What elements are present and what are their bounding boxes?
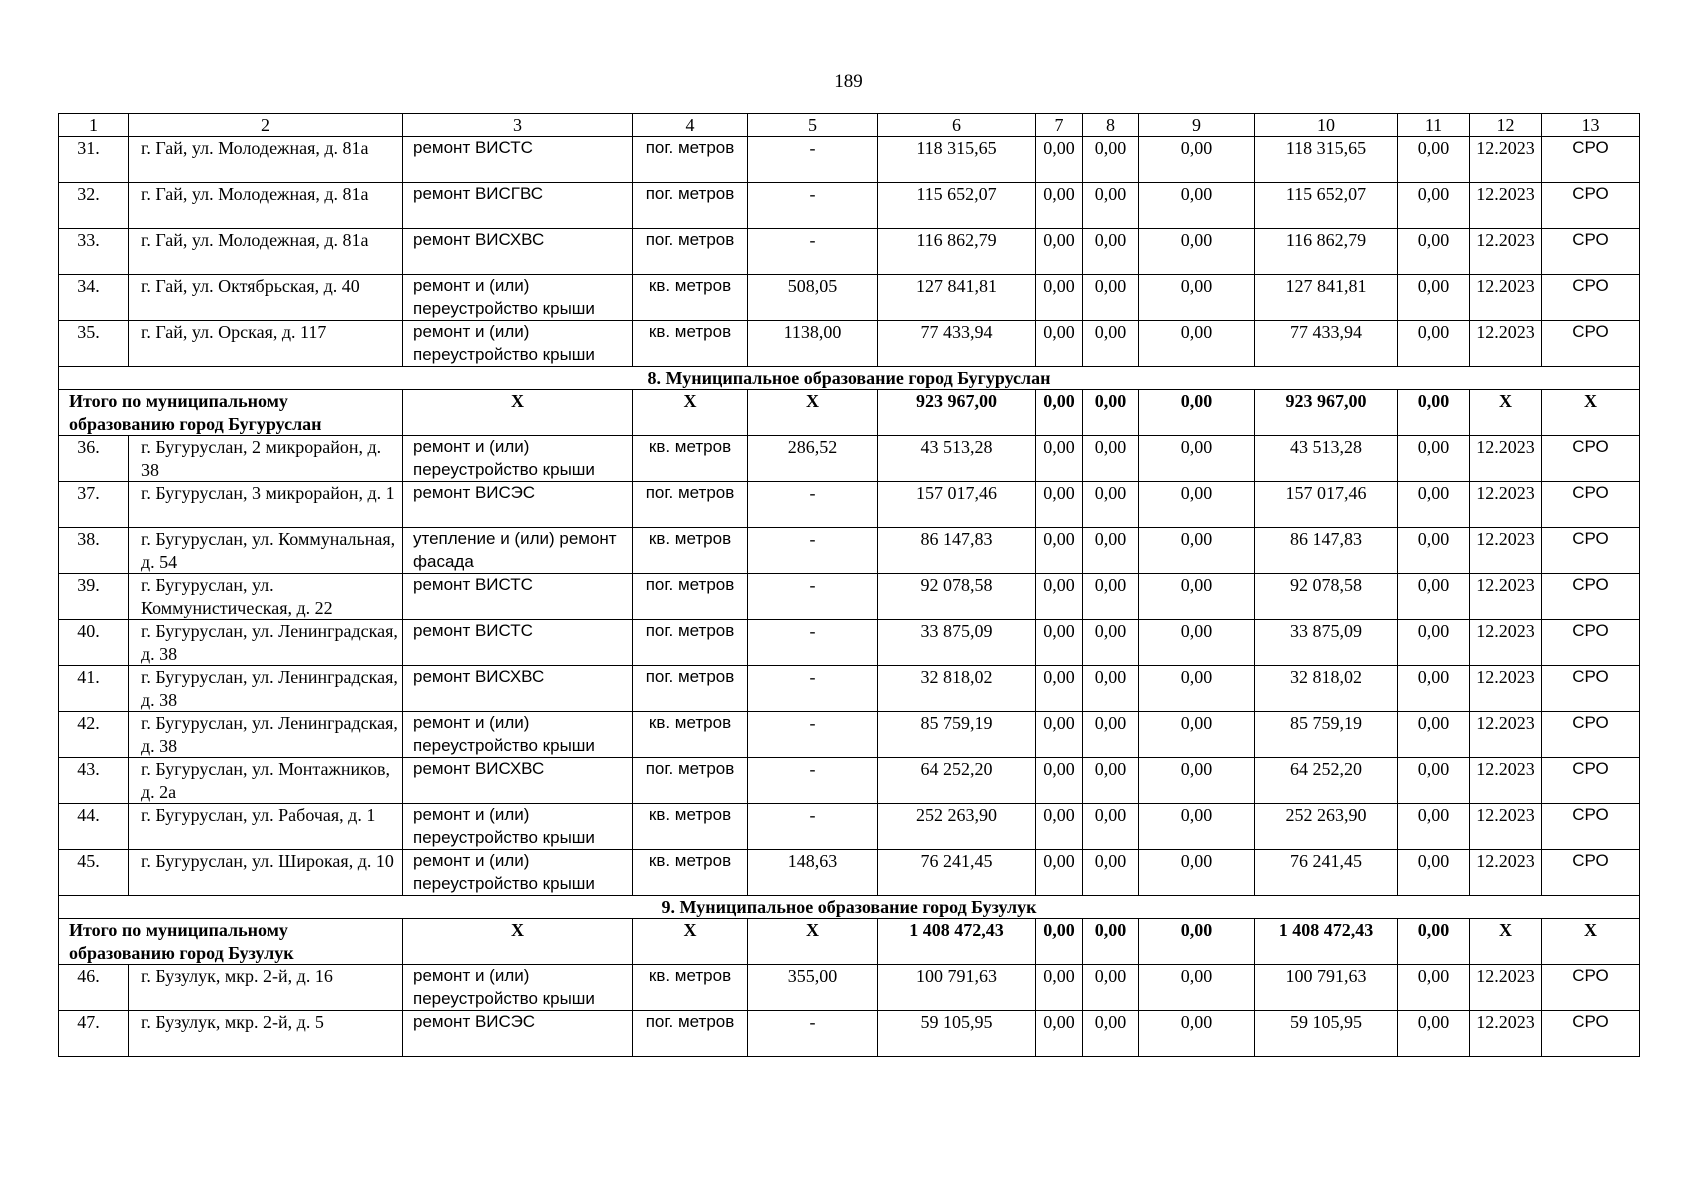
column-number: 7 — [1036, 114, 1083, 137]
total-value: 0,00 — [1036, 919, 1083, 965]
total-value: 1 408 472,43 — [1255, 919, 1398, 965]
column-number: 6 — [878, 114, 1036, 137]
fund-cell: 0,00 — [1036, 275, 1083, 321]
address-cell: г. Гай, ул. Молодежная, д. 81а — [129, 183, 403, 229]
area-cell: - — [748, 620, 878, 666]
unit-cell: кв. метров — [633, 850, 748, 896]
owners-funds-cell: 252 263,90 — [1255, 804, 1398, 850]
method-cell: СРО — [1542, 804, 1640, 850]
area-cell: 1138,00 — [748, 321, 878, 367]
column-number: 8 — [1083, 114, 1139, 137]
table-row — [59, 183, 1640, 229]
work-type-cell: ремонт ВИСГВС — [403, 183, 633, 229]
budget-cell: 0,00 — [1083, 850, 1139, 896]
column-number: 4 — [633, 114, 748, 137]
budget-cell: 0,00 — [1083, 804, 1139, 850]
total-value: 0,00 — [1139, 919, 1255, 965]
total-value: Х — [1470, 390, 1542, 436]
total-value: Х — [403, 919, 633, 965]
local-budget-cell: 0,00 — [1139, 758, 1255, 804]
method-cell: СРО — [1542, 850, 1640, 896]
work-type-cell: ремонт и (или) переустройство крыши — [403, 804, 633, 850]
section-heading-row — [59, 367, 1640, 390]
table-row — [59, 528, 1640, 574]
budget-cell: 0,00 — [1083, 482, 1139, 528]
work-type-cell: ремонт ВИСЭС — [403, 1011, 633, 1057]
other-cell: 0,00 — [1398, 965, 1470, 1011]
table-row — [59, 620, 1640, 666]
unit-cell: кв. метров — [633, 275, 748, 321]
total-label: Итого по муниципальному образованию город Бузулук — [59, 919, 403, 965]
local-budget-cell: 0,00 — [1139, 574, 1255, 620]
method-cell: СРО — [1542, 229, 1640, 275]
column-number: 10 — [1255, 114, 1398, 137]
deadline-cell: 12.2023 — [1470, 436, 1542, 482]
budget-cell: 0,00 — [1083, 965, 1139, 1011]
unit-cell: пог. метров — [633, 1011, 748, 1057]
column-number: 2 — [129, 114, 403, 137]
deadline-cell: 12.2023 — [1470, 321, 1542, 367]
total-value: Х — [633, 390, 748, 436]
total-cost-cell: 116 862,79 — [878, 229, 1036, 275]
local-budget-cell: 0,00 — [1139, 850, 1255, 896]
area-cell: - — [748, 804, 878, 850]
owners-funds-cell: 86 147,83 — [1255, 528, 1398, 574]
method-cell: СРО — [1542, 574, 1640, 620]
table-row — [59, 712, 1640, 758]
row-number: 45. — [59, 850, 129, 896]
fund-cell: 0,00 — [1036, 804, 1083, 850]
column-number: 13 — [1542, 114, 1640, 137]
unit-cell: кв. метров — [633, 528, 748, 574]
row-number: 42. — [59, 712, 129, 758]
unit-cell: кв. метров — [633, 712, 748, 758]
total-value: Х — [1542, 919, 1640, 965]
total-cost-cell: 33 875,09 — [878, 620, 1036, 666]
deadline-cell: 12.2023 — [1470, 965, 1542, 1011]
work-type-cell: ремонт и (или) переустройство крыши — [403, 321, 633, 367]
other-cell: 0,00 — [1398, 482, 1470, 528]
total-value: 0,00 — [1083, 919, 1139, 965]
area-cell: - — [748, 137, 878, 183]
section-heading-row — [59, 896, 1640, 919]
method-cell: СРО — [1542, 620, 1640, 666]
work-type-cell: ремонт ВИСТС — [403, 620, 633, 666]
total-cost-cell: 76 241,45 — [878, 850, 1036, 896]
budget-cell: 0,00 — [1083, 229, 1139, 275]
table-row — [59, 436, 1640, 482]
other-cell: 0,00 — [1398, 804, 1470, 850]
work-type-cell: ремонт и (или) переустройство крыши — [403, 850, 633, 896]
work-type-cell: ремонт ВИСХВС — [403, 666, 633, 712]
table-row — [59, 275, 1640, 321]
address-cell: г. Бугуруслан, ул. Широкая, д. 10 — [129, 850, 403, 896]
table-row — [59, 804, 1640, 850]
section-total-row — [59, 919, 1640, 965]
fund-cell: 0,00 — [1036, 436, 1083, 482]
owners-funds-cell: 85 759,19 — [1255, 712, 1398, 758]
deadline-cell: 12.2023 — [1470, 804, 1542, 850]
row-number: 36. — [59, 436, 129, 482]
total-label: Итого по муниципальному образованию город Бугуруслан — [59, 390, 403, 436]
page-number: 189 — [834, 71, 863, 92]
deadline-cell: 12.2023 — [1470, 482, 1542, 528]
other-cell: 0,00 — [1398, 574, 1470, 620]
column-number: 1 — [59, 114, 129, 137]
row-number: 38. — [59, 528, 129, 574]
total-cost-cell: 43 513,28 — [878, 436, 1036, 482]
other-cell: 0,00 — [1398, 183, 1470, 229]
address-cell: г. Бугуруслан, ул. Коммунистическая, д. 22 — [129, 574, 403, 620]
area-cell: - — [748, 1011, 878, 1057]
total-value: Х — [1470, 919, 1542, 965]
total-value: Х — [748, 919, 878, 965]
address-cell: г. Бузулук, мкр. 2-й, д. 16 — [129, 965, 403, 1011]
other-cell: 0,00 — [1398, 229, 1470, 275]
work-type-cell: ремонт ВИСТС — [403, 137, 633, 183]
table-row — [59, 1011, 1640, 1057]
deadline-cell: 12.2023 — [1470, 620, 1542, 666]
address-cell: г. Бузулук, мкр. 2-й, д. 5 — [129, 1011, 403, 1057]
fund-cell: 0,00 — [1036, 620, 1083, 666]
total-cost-cell: 32 818,02 — [878, 666, 1036, 712]
total-value: Х — [1542, 390, 1640, 436]
total-cost-cell: 100 791,63 — [878, 965, 1036, 1011]
method-cell: СРО — [1542, 758, 1640, 804]
other-cell: 0,00 — [1398, 137, 1470, 183]
area-cell: 355,00 — [748, 965, 878, 1011]
address-cell: г. Бугуруслан, 2 микрорайон, д. 38 — [129, 436, 403, 482]
work-type-cell: ремонт и (или) переустройство крыши — [403, 712, 633, 758]
owners-funds-cell: 100 791,63 — [1255, 965, 1398, 1011]
area-cell: - — [748, 229, 878, 275]
method-cell: СРО — [1542, 275, 1640, 321]
column-number: 9 — [1139, 114, 1255, 137]
deadline-cell: 12.2023 — [1470, 712, 1542, 758]
table-row — [59, 965, 1640, 1011]
local-budget-cell: 0,00 — [1139, 229, 1255, 275]
address-cell: г. Бугуруслан, ул. Ленинградская, д. 38 — [129, 666, 403, 712]
address-cell: г. Бугуруслан, 3 микрорайон, д. 1 — [129, 482, 403, 528]
address-cell: г. Гай, ул. Орская, д. 117 — [129, 321, 403, 367]
row-number: 33. — [59, 229, 129, 275]
section-title: 9. Муниципальное образование город Бузулук — [59, 896, 1640, 919]
budget-cell: 0,00 — [1083, 666, 1139, 712]
owners-funds-cell: 33 875,09 — [1255, 620, 1398, 666]
local-budget-cell: 0,00 — [1139, 436, 1255, 482]
local-budget-cell: 0,00 — [1139, 666, 1255, 712]
work-type-cell: ремонт ВИСХВС — [403, 229, 633, 275]
unit-cell: пог. метров — [633, 482, 748, 528]
address-cell: г. Бугуруслан, ул. Коммунальная, д. 54 — [129, 528, 403, 574]
budget-cell: 0,00 — [1083, 1011, 1139, 1057]
local-budget-cell: 0,00 — [1139, 183, 1255, 229]
capital-repair-table — [58, 113, 1640, 1057]
address-cell: г. Гай, ул. Молодежная, д. 81а — [129, 229, 403, 275]
area-cell: - — [748, 712, 878, 758]
method-cell: СРО — [1542, 528, 1640, 574]
local-budget-cell: 0,00 — [1139, 137, 1255, 183]
total-value: 1 408 472,43 — [878, 919, 1036, 965]
total-value: Х — [633, 919, 748, 965]
other-cell: 0,00 — [1398, 1011, 1470, 1057]
owners-funds-cell: 115 652,07 — [1255, 183, 1398, 229]
local-budget-cell: 0,00 — [1139, 275, 1255, 321]
work-type-cell: ремонт ВИСХВС — [403, 758, 633, 804]
fund-cell: 0,00 — [1036, 528, 1083, 574]
area-cell: - — [748, 758, 878, 804]
owners-funds-cell: 59 105,95 — [1255, 1011, 1398, 1057]
work-type-cell: утепление и (или) ремонт фасада — [403, 528, 633, 574]
local-budget-cell: 0,00 — [1139, 620, 1255, 666]
owners-funds-cell: 116 862,79 — [1255, 229, 1398, 275]
total-value: 923 967,00 — [1255, 390, 1398, 436]
fund-cell: 0,00 — [1036, 482, 1083, 528]
column-number: 5 — [748, 114, 878, 137]
table-row — [59, 758, 1640, 804]
work-type-cell: ремонт ВИСЭС — [403, 482, 633, 528]
total-value: 0,00 — [1398, 919, 1470, 965]
unit-cell: кв. метров — [633, 965, 748, 1011]
total-cost-cell: 115 652,07 — [878, 183, 1036, 229]
total-cost-cell: 85 759,19 — [878, 712, 1036, 758]
other-cell: 0,00 — [1398, 712, 1470, 758]
method-cell: СРО — [1542, 183, 1640, 229]
local-budget-cell: 0,00 — [1139, 1011, 1255, 1057]
total-value: 0,00 — [1139, 390, 1255, 436]
total-cost-cell: 157 017,46 — [878, 482, 1036, 528]
table-row — [59, 137, 1640, 183]
total-cost-cell: 118 315,65 — [878, 137, 1036, 183]
method-cell: СРО — [1542, 965, 1640, 1011]
local-budget-cell: 0,00 — [1139, 712, 1255, 758]
area-cell: 148,63 — [748, 850, 878, 896]
area-cell: - — [748, 183, 878, 229]
total-cost-cell: 64 252,20 — [878, 758, 1036, 804]
owners-funds-cell: 118 315,65 — [1255, 137, 1398, 183]
total-value: 0,00 — [1398, 390, 1470, 436]
fund-cell: 0,00 — [1036, 137, 1083, 183]
owners-funds-cell: 157 017,46 — [1255, 482, 1398, 528]
deadline-cell: 12.2023 — [1470, 574, 1542, 620]
address-cell: г. Бугуруслан, ул. Ленинградская, д. 38 — [129, 620, 403, 666]
deadline-cell: 12.2023 — [1470, 850, 1542, 896]
budget-cell: 0,00 — [1083, 620, 1139, 666]
table-row — [59, 321, 1640, 367]
address-cell: г. Бугуруслан, ул. Монтажников, д. 2а — [129, 758, 403, 804]
column-number: 12 — [1470, 114, 1542, 137]
work-type-cell: ремонт и (или) переустройство крыши — [403, 436, 633, 482]
area-cell: - — [748, 482, 878, 528]
other-cell: 0,00 — [1398, 275, 1470, 321]
fund-cell: 0,00 — [1036, 712, 1083, 758]
total-cost-cell: 59 105,95 — [878, 1011, 1036, 1057]
row-number: 47. — [59, 1011, 129, 1057]
work-type-cell: ремонт и (или) переустройство крыши — [403, 965, 633, 1011]
deadline-cell: 12.2023 — [1470, 758, 1542, 804]
deadline-cell: 12.2023 — [1470, 275, 1542, 321]
fund-cell: 0,00 — [1036, 965, 1083, 1011]
local-budget-cell: 0,00 — [1139, 482, 1255, 528]
work-type-cell: ремонт ВИСТС — [403, 574, 633, 620]
row-number: 39. — [59, 574, 129, 620]
row-number: 46. — [59, 965, 129, 1011]
address-cell: г. Гай, ул. Октябрьская, д. 40 — [129, 275, 403, 321]
fund-cell: 0,00 — [1036, 229, 1083, 275]
budget-cell: 0,00 — [1083, 275, 1139, 321]
column-number-header — [59, 114, 1640, 137]
table-row — [59, 850, 1640, 896]
row-number: 34. — [59, 275, 129, 321]
budget-cell: 0,00 — [1083, 712, 1139, 758]
unit-cell: пог. метров — [633, 183, 748, 229]
deadline-cell: 12.2023 — [1470, 229, 1542, 275]
row-number: 31. — [59, 137, 129, 183]
owners-funds-cell: 92 078,58 — [1255, 574, 1398, 620]
area-cell: 508,05 — [748, 275, 878, 321]
work-type-cell: ремонт и (или) переустройство крыши — [403, 275, 633, 321]
local-budget-cell: 0,00 — [1139, 528, 1255, 574]
table-row — [59, 666, 1640, 712]
unit-cell: кв. метров — [633, 804, 748, 850]
total-value: Х — [748, 390, 878, 436]
address-cell: г. Гай, ул. Молодежная, д. 81а — [129, 137, 403, 183]
total-cost-cell: 127 841,81 — [878, 275, 1036, 321]
owners-funds-cell: 76 241,45 — [1255, 850, 1398, 896]
table-row — [59, 574, 1640, 620]
unit-cell: пог. метров — [633, 666, 748, 712]
total-cost-cell: 86 147,83 — [878, 528, 1036, 574]
total-cost-cell: 92 078,58 — [878, 574, 1036, 620]
other-cell: 0,00 — [1398, 666, 1470, 712]
table-row — [59, 482, 1640, 528]
budget-cell: 0,00 — [1083, 574, 1139, 620]
total-value: 923 967,00 — [878, 390, 1036, 436]
column-number: 11 — [1398, 114, 1470, 137]
fund-cell: 0,00 — [1036, 758, 1083, 804]
section-total-row — [59, 390, 1640, 436]
total-cost-cell: 252 263,90 — [878, 804, 1036, 850]
fund-cell: 0,00 — [1036, 183, 1083, 229]
unit-cell: кв. метров — [633, 321, 748, 367]
budget-cell: 0,00 — [1083, 436, 1139, 482]
method-cell: СРО — [1542, 321, 1640, 367]
fund-cell: 0,00 — [1036, 574, 1083, 620]
unit-cell: пог. метров — [633, 758, 748, 804]
fund-cell: 0,00 — [1036, 1011, 1083, 1057]
unit-cell: пог. метров — [633, 620, 748, 666]
budget-cell: 0,00 — [1083, 183, 1139, 229]
method-cell: СРО — [1542, 482, 1640, 528]
total-value: Х — [403, 390, 633, 436]
method-cell: СРО — [1542, 436, 1640, 482]
method-cell: СРО — [1542, 1011, 1640, 1057]
row-number: 35. — [59, 321, 129, 367]
deadline-cell: 12.2023 — [1470, 666, 1542, 712]
area-cell: 286,52 — [748, 436, 878, 482]
budget-cell: 0,00 — [1083, 137, 1139, 183]
owners-funds-cell: 43 513,28 — [1255, 436, 1398, 482]
other-cell: 0,00 — [1398, 528, 1470, 574]
unit-cell: пог. метров — [633, 574, 748, 620]
local-budget-cell: 0,00 — [1139, 321, 1255, 367]
area-cell: - — [748, 574, 878, 620]
deadline-cell: 12.2023 — [1470, 137, 1542, 183]
total-value: 0,00 — [1083, 390, 1139, 436]
owners-funds-cell: 77 433,94 — [1255, 321, 1398, 367]
row-number: 44. — [59, 804, 129, 850]
deadline-cell: 12.2023 — [1470, 1011, 1542, 1057]
budget-cell: 0,00 — [1083, 758, 1139, 804]
owners-funds-cell: 32 818,02 — [1255, 666, 1398, 712]
area-cell: - — [748, 666, 878, 712]
other-cell: 0,00 — [1398, 620, 1470, 666]
row-number: 43. — [59, 758, 129, 804]
unit-cell: пог. метров — [633, 229, 748, 275]
fund-cell: 0,00 — [1036, 850, 1083, 896]
area-cell: - — [748, 528, 878, 574]
total-cost-cell: 77 433,94 — [878, 321, 1036, 367]
other-cell: 0,00 — [1398, 321, 1470, 367]
owners-funds-cell: 64 252,20 — [1255, 758, 1398, 804]
row-number: 40. — [59, 620, 129, 666]
total-value: 0,00 — [1036, 390, 1083, 436]
section-title: 8. Муниципальное образование город Бугуруслан — [59, 367, 1640, 390]
fund-cell: 0,00 — [1036, 321, 1083, 367]
address-cell: г. Бугуруслан, ул. Ленинградская, д. 38 — [129, 712, 403, 758]
owners-funds-cell: 127 841,81 — [1255, 275, 1398, 321]
column-number: 3 — [403, 114, 633, 137]
method-cell: СРО — [1542, 137, 1640, 183]
row-number: 32. — [59, 183, 129, 229]
local-budget-cell: 0,00 — [1139, 804, 1255, 850]
deadline-cell: 12.2023 — [1470, 528, 1542, 574]
other-cell: 0,00 — [1398, 436, 1470, 482]
local-budget-cell: 0,00 — [1139, 965, 1255, 1011]
row-number: 41. — [59, 666, 129, 712]
fund-cell: 0,00 — [1036, 666, 1083, 712]
table-row — [59, 229, 1640, 275]
budget-cell: 0,00 — [1083, 321, 1139, 367]
other-cell: 0,00 — [1398, 758, 1470, 804]
row-number: 37. — [59, 482, 129, 528]
address-cell: г. Бугуруслан, ул. Рабочая, д. 1 — [129, 804, 403, 850]
method-cell: СРО — [1542, 712, 1640, 758]
unit-cell: кв. метров — [633, 436, 748, 482]
method-cell: СРО — [1542, 666, 1640, 712]
unit-cell: пог. метров — [633, 137, 748, 183]
deadline-cell: 12.2023 — [1470, 183, 1542, 229]
budget-cell: 0,00 — [1083, 528, 1139, 574]
other-cell: 0,00 — [1398, 850, 1470, 896]
